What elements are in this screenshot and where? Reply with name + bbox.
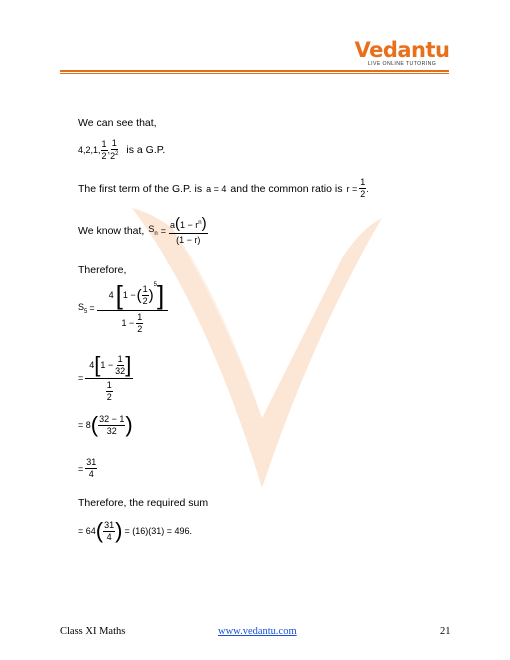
brand-tagline: LIVE ONLINE TUTORING: [367, 61, 437, 67]
s5-step4: = $\frac{31}{4}$: [78, 457, 97, 479]
s5-step1: $S_5$ = 4 [ 1 − ( $\frac{1}{2}$ ) $^5$ ] 1 − $\frac{1}{2}$: [78, 282, 168, 334]
intro-line: We can see that,: [78, 117, 157, 129]
brand-logo: [352, 38, 452, 67]
final-result: = 64 ( $\frac{31}{4}$ ) = (16)(31) = 496 .: [78, 518, 193, 543]
brand-name: Vedantu: [354, 38, 450, 62]
header-rule: [60, 70, 449, 72]
a-equals: a = 4: [206, 183, 227, 194]
s5-step2: = 4 [ 1 − $\frac{1}{32}$ ] $\frac{1}{2}$: [78, 352, 132, 402]
sequence-separator: ,: [107, 145, 111, 155]
step3-fraction: $\frac{32 - 1}{32}$: [99, 413, 125, 436]
s5-fraction: 4 [ 1 − ( $\frac{1}{2}$ ) $^5$ ] 1 − $\frac{1}{2}$: [97, 282, 169, 334]
sequence-prefix: 4,2,1,: [78, 145, 101, 155]
final-fraction: $\frac{31}{4}$: [104, 519, 115, 542]
sequence-suffix: is a G.P.: [126, 144, 166, 156]
r-equals: r =: [346, 183, 358, 194]
fraction-quarter: $\frac{1}{2^2}$: [110, 138, 119, 161]
step2-fraction: 4 [ 1 − $\frac{1}{32}$ ] $\frac{1}{2}$: [85, 354, 133, 402]
s5-step3: = 8 ( $\frac{32 - 1}{32}$ ): [78, 412, 133, 437]
therefore-label: Therefore,: [78, 264, 127, 276]
header-rule-thin: [60, 73, 449, 74]
ratio-fraction: $\frac{1}{2}$: [360, 177, 366, 199]
fraction-half: $\frac{1}{2}$: [101, 138, 107, 161]
first-term-line: The first term of the G.P. is a = 4 and the common ratio is r = $\frac{1}{2}$ .: [78, 177, 369, 199]
page-number: 21: [440, 626, 451, 637]
footer-link[interactable]: www.vedantu.com: [218, 626, 297, 637]
step4-fraction: $\frac{31}{4}$: [86, 457, 97, 479]
footer-left: Class XI Maths: [60, 626, 126, 637]
sn-fraction: $\frac{a(1 - r^n)}{(1 - r)}$: [169, 215, 207, 245]
sequence-line: [78, 139, 165, 161]
therefore-sum-label: Therefore, the required sum: [78, 497, 209, 509]
sn-formula: We know that, $S_n$ = $\frac{a(1 - r^n)}{(1 - r)}$: [78, 215, 207, 245]
